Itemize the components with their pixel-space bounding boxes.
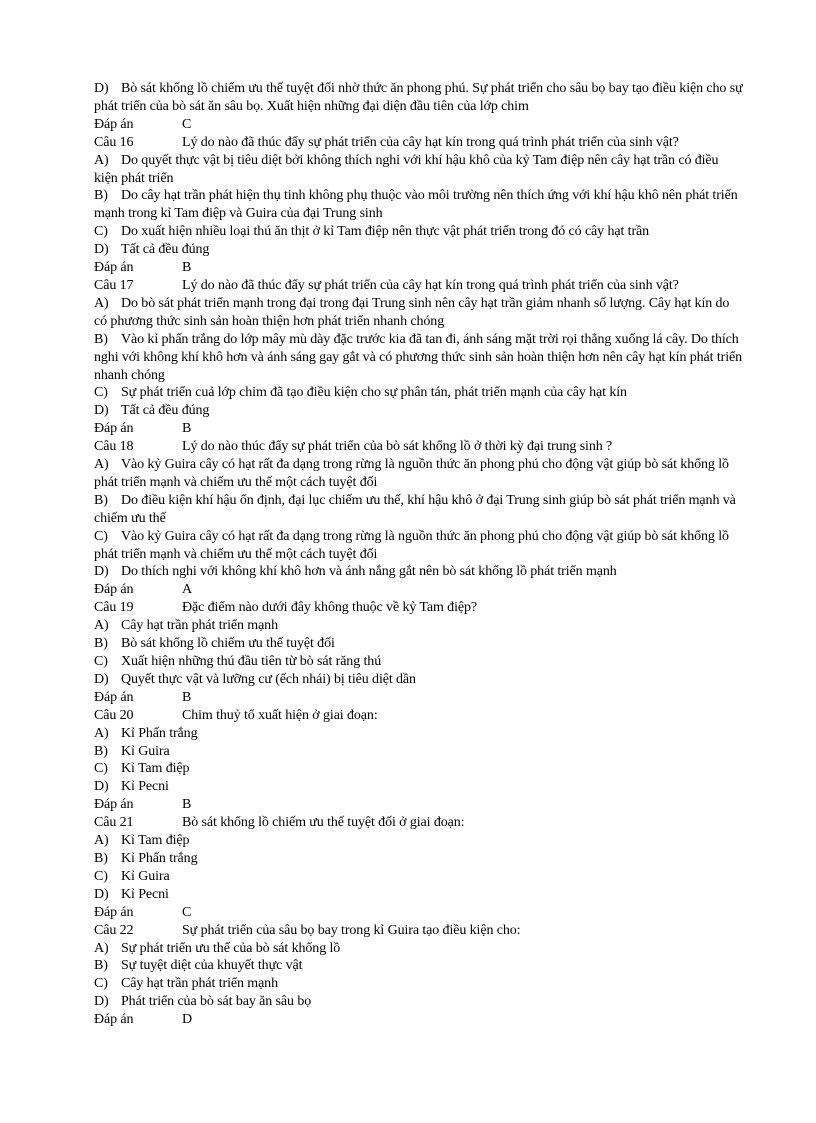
- option-row: [94, 760, 744, 778]
- question-number: Câu 19: [94, 600, 134, 616]
- option-key: D): [94, 81, 109, 96]
- option-key: D): [94, 779, 109, 795]
- option-text: Kỉ Tam điệp: [121, 833, 190, 849]
- answer-value: C: [182, 116, 192, 132]
- option-row: [94, 725, 744, 743]
- question-row: [94, 707, 744, 725]
- option-text: Do quyết thực vật bị tiêu diệt bởi không thích nghi với khí hậu khô của kỷ Tam điệp nên cây hạt trần có điều kiện phát triển: [94, 152, 719, 186]
- option-key: A): [94, 725, 109, 741]
- question-number: Câu 18: [94, 439, 134, 455]
- option-key: C): [94, 528, 108, 544]
- option-key: B): [94, 743, 108, 759]
- option-key: A): [94, 295, 109, 311]
- option-row: [94, 295, 744, 331]
- option-row: [94, 187, 744, 223]
- option-text: Vào kỷ Guira cây có hạt rất đa dạng trong rừng là nguồn thức ăn phong phú cho động vật giúp bò sát khổng lồ phát triển mạnh và chiếm ưu thế một cách tuyệt đối: [94, 457, 729, 490]
- question-text: Lý do nào đã thúc đẩy sự phát triển của cây hạt kín trong quá trình phát triển của sinh vật?: [182, 277, 679, 293]
- option-key: C): [94, 976, 108, 992]
- option-key: B): [94, 850, 108, 866]
- answer-value: A: [182, 582, 193, 598]
- option-row: [94, 331, 744, 385]
- option-key: A): [94, 833, 109, 849]
- answer-value: B: [182, 260, 192, 276]
- option-text: Quyết thực vật và lưỡng cư (ếch nhái) bị tiêu diệt dần: [121, 671, 416, 687]
- option-key: A): [94, 940, 109, 956]
- answer-row: [94, 1011, 744, 1029]
- question-text: Đặc điểm nào dưới đây không thuộc về kỷ Tam điệp?: [182, 600, 477, 616]
- option-row: [94, 832, 744, 850]
- option-key: C): [94, 761, 108, 777]
- option-key: C): [94, 868, 108, 884]
- option-row: [94, 241, 744, 259]
- answer-row: [94, 689, 744, 707]
- answer-row: [94, 904, 744, 922]
- answer-label: Đáp án: [94, 421, 134, 437]
- answer-row: [94, 420, 744, 438]
- question-number: Câu 20: [94, 707, 134, 723]
- question-row: [94, 922, 744, 940]
- question-number: Câu 17: [94, 277, 134, 293]
- question-number: Câu 22: [94, 922, 134, 938]
- option-row: [94, 886, 744, 904]
- answer-value: B: [182, 689, 192, 705]
- option-row: [94, 993, 744, 1011]
- answer-value: B: [182, 421, 192, 437]
- question-text: Bò sát khổng lồ chiếm ưu thế tuyệt đối ở giai đoạn:: [182, 815, 465, 831]
- answer-row: [94, 259, 744, 277]
- option-row: [94, 492, 744, 528]
- question-text: Chim thuỷ tổ xuất hiện ở giai đoạn:: [182, 707, 378, 723]
- option-text: Tất cả đều đúng: [121, 242, 210, 258]
- option-text: Kỉ Pecni: [121, 886, 169, 902]
- option-row: [94, 850, 744, 868]
- option-text: Kỉ Phấn trắng: [121, 725, 198, 741]
- question-text: Lý do nào thúc đẩy sự phát triển của bò sát khổng lồ ở thời kỳ đại trung sinh ?: [182, 439, 613, 455]
- option-key: A): [94, 618, 109, 634]
- option-row: [94, 868, 744, 886]
- option-text: Phát triển của bò sát bay ăn sâu bọ: [121, 994, 312, 1010]
- option-text: Do điều kiện khí hậu ổn định, đại lục chiếm ưu thế, khí hậu khô ở đại Trung sinh giúp bò sát phát triển mạnh và chiếm ưu thế: [94, 492, 736, 526]
- question-text: Sự phát triển của sâu bọ bay trong kỉ Guira tạo điều kiện cho:: [182, 922, 521, 938]
- question-number: Câu 16: [94, 134, 134, 150]
- option-row: [94, 957, 744, 975]
- question-row: [94, 438, 744, 456]
- option-row: [94, 671, 744, 689]
- option-text: Vào kỷ Guira cây có hạt rất đa dạng trong rừng là nguồn thức ăn phong phú cho động vật giúp bò sát khổng lồ phát triển mạnh và chiếm ưu thế một cách tuyệt đối: [94, 528, 729, 562]
- option-text: Sự phát triển ưu thế của bò sát khổng lồ: [121, 940, 341, 956]
- option-text: Sự tuyệt diệt của khuyết thực vật: [121, 958, 303, 974]
- option-row: [94, 635, 744, 653]
- option-key: B): [94, 492, 108, 508]
- option-text: Kỉ Guira: [121, 868, 170, 884]
- answer-value: C: [182, 904, 192, 920]
- answer-value: D: [182, 1012, 193, 1028]
- answer-label: Đáp án: [94, 260, 134, 276]
- option-key: D): [94, 403, 109, 419]
- option-row: [94, 223, 744, 241]
- question-row: [94, 814, 744, 832]
- option-key: B): [94, 958, 108, 974]
- option-text: Do xuất hiện nhiều loại thú ăn thịt ở kỉ Tam điệp nên thực vật phát triển trong đó có cây hạt trần: [121, 224, 650, 240]
- option-text: Kỉ Guira: [121, 743, 170, 759]
- option-row: [94, 778, 744, 796]
- option-row: [94, 80, 744, 116]
- answer-label: Đáp án: [94, 1012, 134, 1028]
- option-row: [94, 617, 744, 635]
- option-key: D): [94, 886, 109, 902]
- option-key: D): [94, 671, 109, 687]
- option-key: C): [94, 385, 108, 401]
- option-text: Xuất hiện những thú đầu tiên từ bò sát răng thú: [121, 654, 382, 669]
- option-text: Cây hạt trần phát triển mạnh: [121, 618, 278, 634]
- option-key: C): [94, 654, 108, 669]
- option-key: B): [94, 188, 108, 204]
- option-text: Tất cả đều đúng: [121, 403, 210, 419]
- question-row: [94, 599, 744, 617]
- option-row: [94, 402, 744, 420]
- question-number: Câu 21: [94, 815, 134, 831]
- option-key: B): [94, 331, 108, 347]
- option-text: Do cây hạt trần phát hiện thụ tinh không phụ thuộc vào môi trường nên thích ứng với khí hậu khô nên phát triển mạnh trong kỉ Tam điệp và Guira của đại Trung sinh: [94, 188, 738, 222]
- option-text: Bò sát khổng lồ chiếm ưu thế tuyệt đối: [121, 636, 335, 652]
- document-page: [94, 80, 744, 1029]
- question-row: [94, 277, 744, 295]
- answer-row: [94, 116, 744, 134]
- answer-label: Đáp án: [94, 116, 134, 132]
- option-text: Vào kỉ phấn trắng do lớp mây mù dày đặc trước kia đã tan đi, ánh sáng mặt trời rọi thẳng xuống lá cây. Do thích nghi với không khí khô hơn và ánh sáng gay gắt và có phương thức sinh sản hoàn thiện hơn nên cây hạt kín phát triển nhanh chóng: [94, 331, 742, 383]
- option-row: [94, 940, 744, 958]
- answer-label: Đáp án: [94, 904, 134, 920]
- question-row: [94, 134, 744, 152]
- option-key: A): [94, 152, 109, 168]
- answer-row: [94, 796, 744, 814]
- option-text: Kỉ Phấn trắng: [121, 850, 198, 866]
- answer-row: [94, 581, 744, 599]
- option-key: C): [94, 224, 108, 240]
- option-text: Sự phát triển cuả lớp chim đã tạo điều kiện cho sự phân tán, phát triển mạnh của cây hạt kín: [121, 385, 627, 401]
- option-row: [94, 528, 744, 564]
- option-text: Kỉ Tam điệp: [121, 761, 190, 777]
- answer-value: B: [182, 797, 192, 813]
- option-row: [94, 456, 744, 492]
- answer-label: Đáp án: [94, 689, 134, 705]
- option-key: D): [94, 564, 109, 580]
- option-key: D): [94, 242, 109, 258]
- option-key: A): [94, 457, 109, 473]
- option-text: Kỉ Pecni: [121, 779, 169, 795]
- option-text: Do bò sát phát triển mạnh trong đại trong đại Trung sinh nên cây hạt trần giảm nhanh số lượng. Cây hạt kín do có phương thức sinh sản hoàn thiện hơn phát triển nhanh chóng: [94, 295, 730, 329]
- option-key: B): [94, 636, 108, 652]
- question-text: Lý do nào đã thúc đẩy sự phát triển của cây hạt kín trong quá trình phát triển của sinh vật?: [182, 134, 679, 150]
- option-text: Cây hạt trần phát triển mạnh: [121, 976, 278, 992]
- option-key: D): [94, 994, 109, 1010]
- option-row: [94, 653, 744, 671]
- option-row: [94, 743, 744, 761]
- option-text: Do thích nghi với không khí khô hơn và ánh nắng gắt nên bò sát khổng lồ phát triển mạnh: [121, 564, 617, 580]
- option-row: [94, 975, 744, 993]
- answer-label: Đáp án: [94, 582, 134, 598]
- option-row: [94, 563, 744, 581]
- option-row: [94, 152, 744, 188]
- option-row: [94, 384, 744, 402]
- option-text: Bò sát khổng lồ chiếm ưu thế tuyệt đối nhờ thức ăn phong phú. Sự phát triển cho sâu bọ bay tạo điều kiện cho sự phát triển của bò sát ăn sâu bọ. Xuất hiện những đại diện đầu tiên của lớp chim: [94, 81, 743, 114]
- answer-label: Đáp án: [94, 797, 134, 813]
